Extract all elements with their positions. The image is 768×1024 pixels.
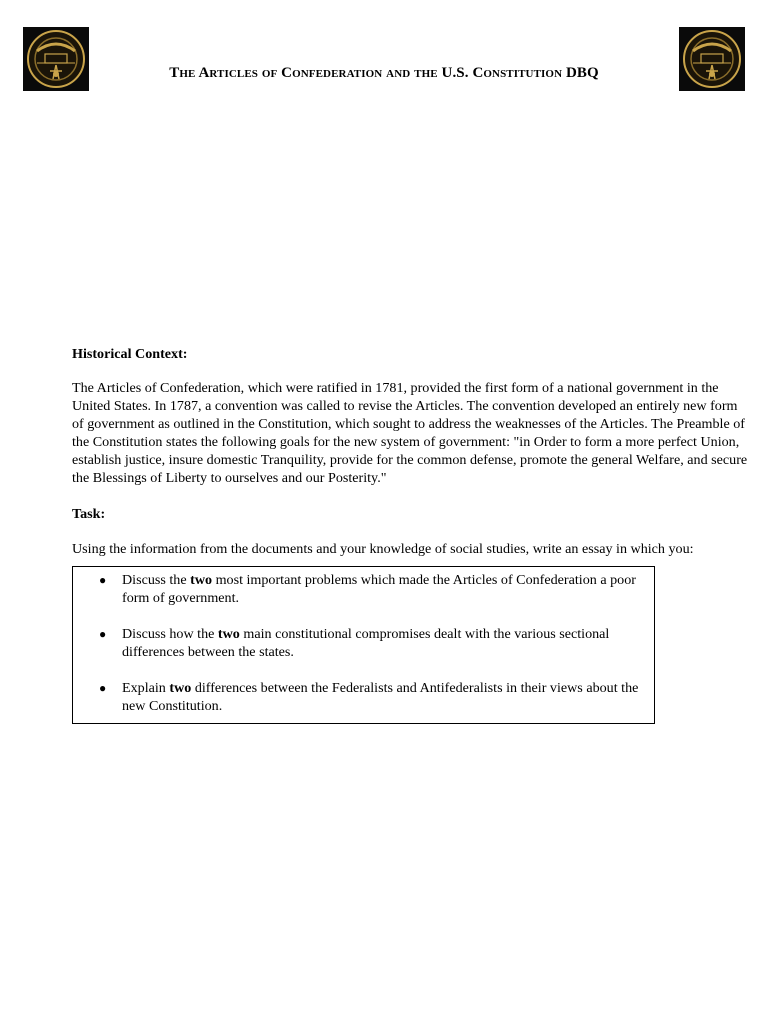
bullet-icon: ● bbox=[99, 681, 107, 695]
historical-context-body: The Articles of Confederation, which were ratified in 1781, provided the first form of a national government in the United States. In 1787, a convention was called to revise the Articles. The convention developed an entirely new form of government as outlined in the Constitution, which sought to address the weaknesses of the Articles. The Preamble of the Constitution states the following goals for the new system of government: "in Order to form a more perfect Union, establish justice, insure domestic Tranquility, provide for the common defense, promote the general Welfare, and secure the Blessings of Liberty to ourselves and our Posterity." bbox=[72, 380, 748, 486]
task-intro: Using the information from the documents and your knowledge of social studies, write an essay in which you: bbox=[72, 541, 694, 557]
task-item-text: Discuss the bbox=[122, 572, 191, 588]
task-item-emphasis: two bbox=[190, 572, 213, 588]
title-text: The Articles of Confederation and the U.S. Constitution DBQ bbox=[169, 65, 599, 81]
task-list-box bbox=[72, 566, 655, 724]
task-item-text: differences between the Federalists and Antifederalists in their views about the new Constitution. bbox=[122, 680, 639, 714]
bullet-icon: ● bbox=[99, 627, 107, 641]
task-item bbox=[73, 625, 654, 661]
task-item-text: main constitutional compromises dealt with the various sectional differences between the states. bbox=[122, 626, 610, 660]
task-list bbox=[73, 571, 654, 733]
bullet-icon: ● bbox=[99, 573, 107, 587]
task-item-text: most important problems which made the Articles of Confederation a poor form of government. bbox=[122, 572, 636, 606]
task-item bbox=[73, 679, 654, 715]
historical-context-heading: Historical Context: bbox=[72, 346, 188, 362]
document-title bbox=[0, 65, 768, 82]
task-item-emphasis: two bbox=[217, 626, 240, 642]
task-heading: Task: bbox=[72, 506, 106, 522]
task-item-text: Discuss how the bbox=[122, 626, 218, 642]
task-item bbox=[73, 571, 654, 607]
task-item-text: Explain bbox=[122, 680, 170, 696]
task-item-emphasis: two bbox=[169, 680, 192, 696]
